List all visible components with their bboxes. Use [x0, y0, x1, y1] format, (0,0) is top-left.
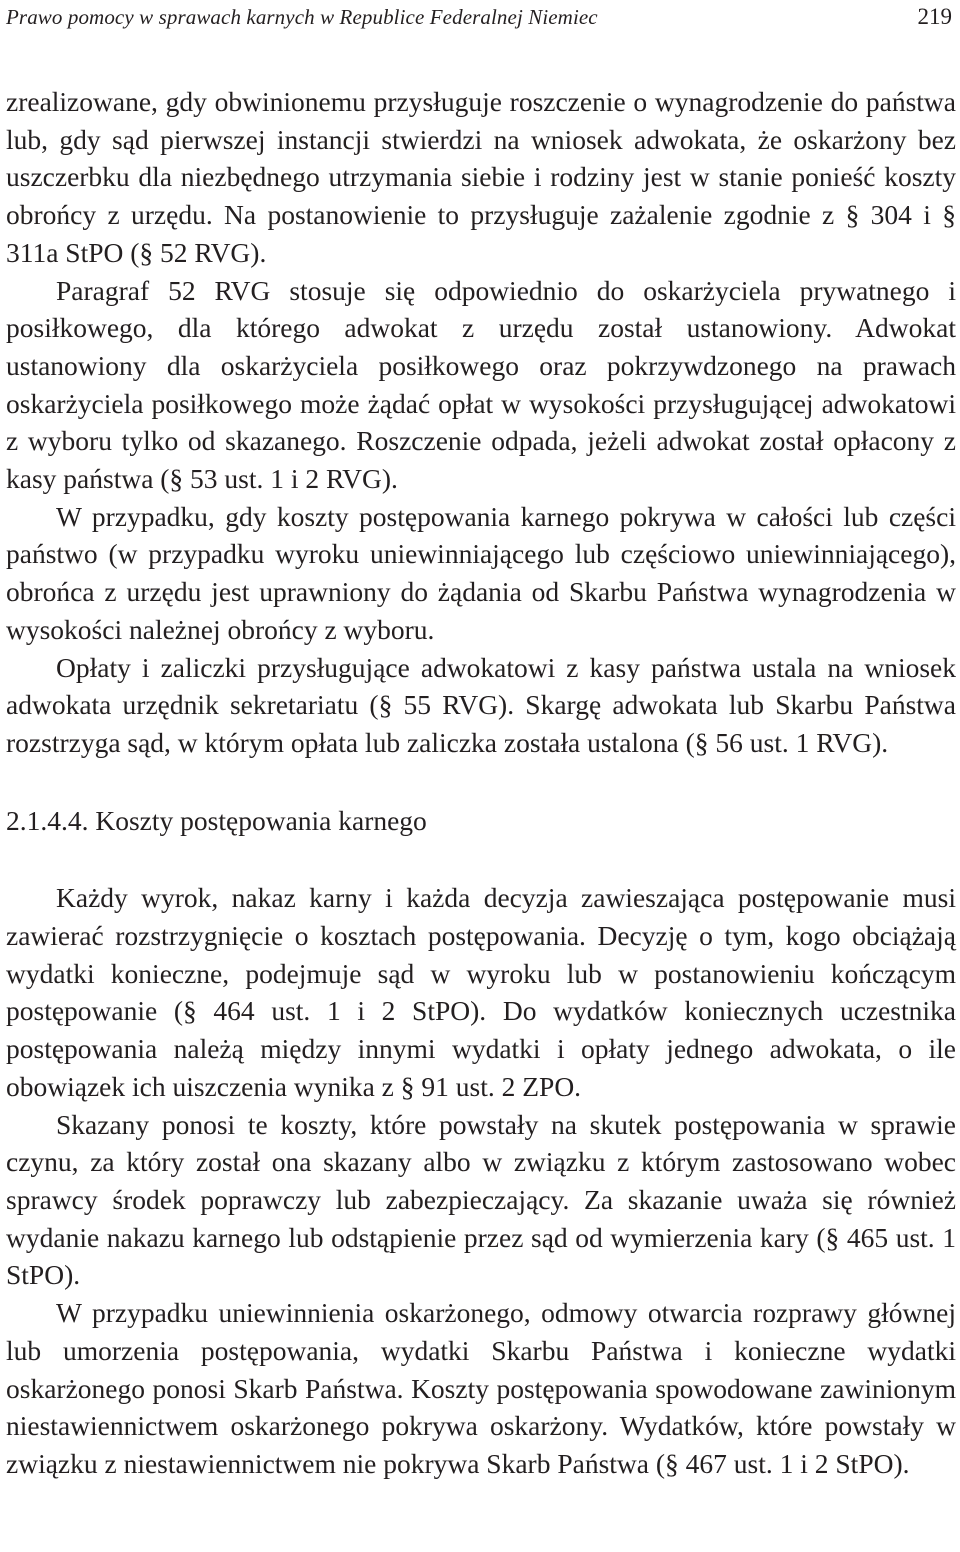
paragraph: Opłaty i zaliczki przysługujące adwokatowi z kasy państwa ustala na wniosek adwokata urzędnik sekretariatu (§ 55 RVG). Skargę adwokata lub Skarbu Państwa rozstrzyga sąd, w którym opłata lub zaliczka została ustalona (§ 56 ust. 1 RVG).: [6, 651, 956, 758]
paragraph: W przypadku, gdy koszty postępowania karnego pokrywa w całości lub części państwo (w przypadku wyroku uniewinniającego lub częściowo uniewinniającego), obrońca z urzędu jest uprawniony do żądania od Skarbu Państwa wynagrodzenia w wysokości należnej obrońcy z wyboru.: [6, 500, 956, 645]
paragraph: Każdy wyrok, nakaz karny i każda decyzja zawieszająca postępowanie musi zawierać rozstrzygnięcie o kosztach postępowania. Decyzję o tym, kogo obciążają wydatki konieczne, podejmuje sąd w wyroku lub w postanowieniu kończącym postępowanie (§ 464 ust. 1 i 2 StPO). Do wydatków koniecznych uczestnika postępowania należą między innymi wydatki i opłaty jednego adwokata, o ile obowiązek ich uiszczenia wynika z § 91 ust. 2 ZPO.: [6, 882, 956, 1102]
paragraph: W przypadku uniewinnienia oskarżonego, odmowy otwarcia rozprawy głównej lub umorzenia postępowania, wydatki Skarbu Państwa i konieczne wydatki oskarżonego ponosi Skarb Państwa. Koszty postępowania spowodowane zawinionym niestawiennictwem oskarżonego pokrywa oskarżony. Wydatków, które powstały w związku z niestawiennictwem nie pokrywa Skarb Państwa (§ 467 ust. 1 i 2 StPO).: [6, 1297, 956, 1479]
section-heading: 2.1.4.4. Koszty postępowania karnego: [6, 804, 427, 836]
paragraph: zrealizowane, gdy obwinionemu przysługuje roszczenie o wynagrodzenie do państwa lub, gdy sąd pierwszej instancji stwierdzi na wniosek adwokata, że oskarżony bez uszczerbku dla niezbędnego utrzymania siebie i rodziny jest w stanie ponieść koszty obrońcy z urzędu. Na postanowienie to przysługuje zażalenie zgodnie z § 304 i § 311a StPO (§ 52 RVG).: [6, 86, 956, 268]
page-body: [6, 83, 956, 1483]
paragraph: Paragraf 52 RVG stosuje się odpowiednio do oskarżyciela prywatnego i posiłkowego, dla którego adwokat z urzędu został ustanowiony. Adwokat ustanowiony dla oskarżyciela posiłkowego oraz pokrzywdzonego na prawach oskarżyciela posiłkowego może żądać opłat w wysokości przysługującej adwokatowi z wyboru tylko od skazanego. Roszczenie odpada, jeżeli adwokat został opłacony z kasy państwa (§ 53 ust. 1 i 2 RVG).: [6, 274, 956, 495]
page-number: 219: [917, 4, 952, 29]
section-body: [6, 879, 956, 1482]
running-header: [6, 4, 952, 30]
running-header-title: Prawo pomocy w sprawach karnych w Republice Federalnej Niemiec: [6, 5, 598, 29]
paragraph: Skazany ponosi te koszty, które powstały na skutek postępowania w sprawie czynu, za który został ona skazany albo w związku z którym zastosowano wobec sprawcy środek poprawczy lub zabezpieczający. Za skazanie uważa się również wydanie nakazu karnego lub odstąpienie przez sąd od wymierzenia kary (§ 465 ust. 1 StPO).: [6, 1108, 956, 1291]
